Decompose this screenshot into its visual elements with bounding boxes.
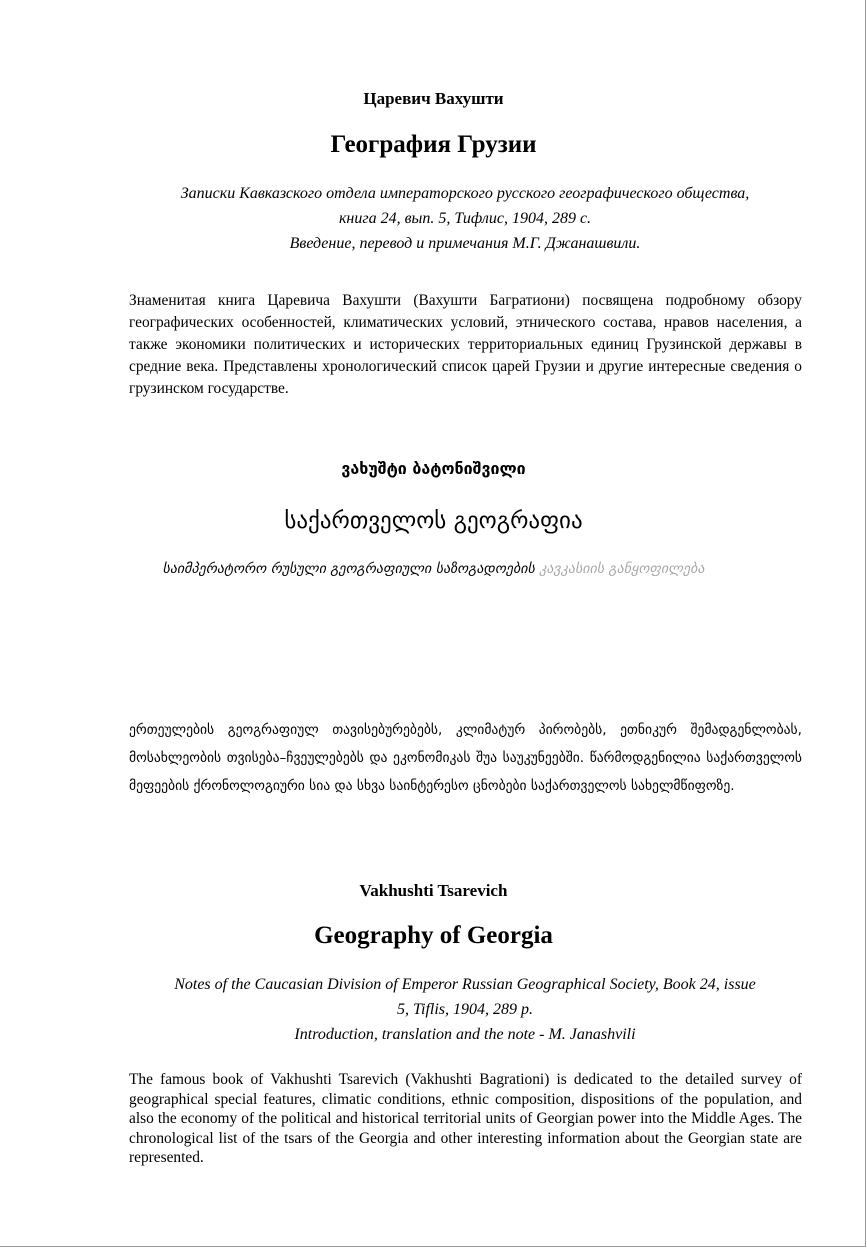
ka-citation [0,561,867,581]
ru-citation [120,181,810,256]
ka-title: საქართველოს გეოგრაფია [284,508,583,534]
blank-gap [120,580,820,715]
en-abstract: The famous book of Vakhushti Tsarevich (Vakhushti Bagrationi) is dedicated to the detailed survey of geographical special features, climatic conditions, ethnic composition, dispositions of the population, and also the economy of the political and historical territorial units of Georgian power into the Middle Ages. The chronological list of the tsars of the Georgia and other interesting information about the Georgian state are represented. [129,1071,802,1166]
ru-citation-line-3: Введение, перевод и примечания М.Г. Джанашвили. [289,235,641,252]
ru-citation-line-2: книга 24, вып. 5, Тифлис, 1904, 289 с. [338,210,592,227]
ru-abstract: Знаменитая книга Царевича Вахушти (Вахушти Багратиони) посвящена подробному обзору географических особенностей, климатических условий, этнического состава, нравов населения, а также экономики политических и исторических территориальных единиц Грузинской державы в средние века. Представлены хронологический список царей Грузии и другие интересные сведения о грузинском государстве. [129,292,802,397]
ru-title: География Грузии [330,131,537,158]
ka-citation-faded: კავკასიის განყოფილება [539,561,705,577]
en-author: Vakhushti Tsarevich [359,881,508,900]
ka-author: ვახუშტი ბატონიშვილი [341,459,526,478]
ka-abstract: ერთეულების გეოგრაფიულ თავისებურებებს, კლიმატურ პირობებს, ეთნიკურ შემადგენლობას, მოსახლეობის თვისება–ჩვეულებებს და ეკონომიკას შუა საუკუნეებში. წარმოდგენილია საქართველოს მეფეების ქრონოლოგიური სია და სხვა საინტერესო ცნობები საქართველოს სახელმწიფოზე. [129,722,802,794]
en-citation [112,972,818,1047]
en-citation-line-2: 5, Tiflis, 1904, 289 p. [396,1001,534,1018]
ka-citation-visible: საიმპერატორო რუსული გეოგრაფიული საზოგადოების [162,561,535,577]
en-citation-line-3: Introduction, translation and the note - M. Janashvili [294,1026,636,1043]
en-title: Geography of Georgia [314,922,553,949]
ru-author: Царевич Вахушти [363,89,504,108]
ru-citation-line-1: Записки Кавказского отдела императорского русского географического общества, [180,185,750,202]
en-citation-line-1: Notes of the Caucasian Division of Emperor Russian Geographical Society, Book 24, issue [174,976,756,993]
